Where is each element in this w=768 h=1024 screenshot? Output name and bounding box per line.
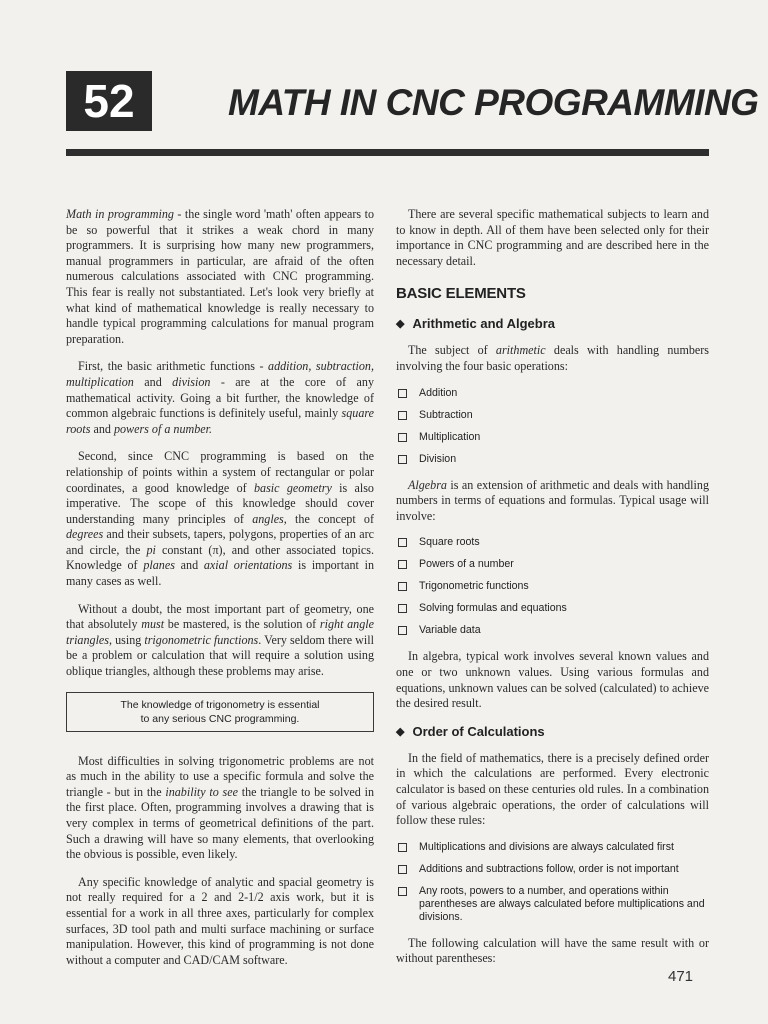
list-item — [396, 453, 709, 466]
emphasis: addition, subtraction, multiplication — [66, 359, 374, 389]
list-item-label: Variable data — [419, 624, 481, 637]
text-run: . Very seldom there will be a problem or calculation that will require a solution using oblique triangles, although these problems may arise. — [66, 632, 374, 679]
text-run: deals with handling numbers involving the four basic operations: — [396, 343, 710, 373]
text-run: the triangle to be solved in the first place. Often, programming involves a drawing that is very complex in terms of geometrical definitions of the part. Such a drawing will have so many elements, that overlooking the obvious is possible, even likely. — [66, 784, 374, 862]
text-run: , the concept of — [283, 511, 375, 526]
emphasis: planes — [143, 558, 175, 573]
text-run: and — [174, 558, 204, 573]
list-item-label: Multiplication — [419, 430, 481, 443]
subheading-label: Arithmetic and Algebra — [412, 316, 556, 332]
text-run: is an extension of arithmetic and deals with handling numbers in terms of equations and formulas. Typical usage will involve: — [396, 477, 709, 523]
list-item-label: Square roots — [419, 536, 480, 549]
subheading-arithmetic — [396, 316, 709, 331]
list-item-label: Multiplications and divisions are always calculated first — [419, 840, 674, 853]
emphasis: axial orientations — [203, 558, 293, 573]
list-item-label: Solving formulas and equations — [419, 602, 567, 615]
list-item — [396, 863, 709, 876]
emphasis: square roots — [66, 406, 374, 436]
text-run: First, the basic arithmetic functions - — [78, 359, 269, 374]
rules-list — [396, 841, 709, 924]
emphasis: inability to see — [165, 784, 238, 799]
checkbox-bullet-icon — [398, 843, 407, 852]
checkbox-bullet-icon — [398, 887, 407, 896]
text-run: Second, since CNC programming is based on the relationship of points within a system of rectangular or polar coordinates, a good knowledge of — [66, 449, 374, 495]
paragraph-algebra-work: In algebra, typical work involves several known values and one or two unknown values. Using various formulas and equations, unknown values can be solved (calculated) to achieve the desired result. — [396, 649, 709, 711]
emphasis: Algebra — [408, 477, 447, 492]
text-run: and their subsets, tapers, polygons, properties of an arc and circle, the — [66, 527, 374, 557]
text-run: is important in many cases as well. — [66, 558, 374, 589]
left-column — [66, 207, 374, 980]
list-item — [396, 536, 709, 549]
emphasis: arithmetic — [495, 343, 546, 358]
list-item-label: Division — [419, 452, 457, 465]
paragraph-arithmetic-def — [396, 343, 709, 374]
text-run: and — [90, 421, 114, 436]
note-line-2: to any serious CNC programming. — [140, 712, 300, 725]
text-run: constant (π), and other associated topics. Knowledge of — [66, 542, 374, 573]
list-item — [396, 409, 709, 422]
subheading-order — [396, 724, 709, 739]
emphasis: angles — [252, 511, 284, 526]
operations-list — [396, 387, 709, 466]
paragraph-geometry — [66, 449, 374, 589]
list-item-label: Subtraction — [419, 408, 473, 421]
checkbox-bullet-icon — [398, 411, 407, 420]
checkbox-bullet-icon — [398, 626, 407, 635]
checkbox-bullet-icon — [398, 538, 407, 547]
diamond-icon: ◆ — [396, 725, 405, 738]
text-run: - are at the core of any mathematical activity. Going a bit further, the knowledge of common algebraic functions is definitely useful, mainly — [66, 374, 374, 421]
list-item — [396, 841, 709, 854]
right-column — [396, 207, 709, 979]
paragraph-difficulties — [66, 754, 374, 863]
checkbox-bullet-icon — [398, 582, 407, 591]
paragraph-triangles — [66, 602, 374, 680]
text-run: The subject of — [408, 343, 496, 358]
text-run: Most difficulties in solving trigonometric problems are not as much in the ability to use a specific formula and solve the triangle - but in the — [66, 753, 374, 799]
text-run: is also imperative. The scope of this knowledge should cover understanding many principles of — [66, 480, 374, 526]
emphasis: Math in programming — [66, 207, 174, 221]
text-run: and — [133, 374, 173, 389]
paragraph-order: In the field of mathematics, there is a precisely defined order in which the calculations are performed. Every electronic calculator is based on these centuries old rules. In a combination of various algebraic operations, the order of calculations will follow these rules: — [396, 750, 709, 828]
paragraph-analytic: Any specific knowledge of analytic and spacial geometry is not really required for a 2 and 2-1/2 axis work, but it is essential for a work in all three axes, particularly for complex surfaces, 3D tool path and multi surface machining or surface manipulation. However, this kind of programming is not done without a computer and CAD/CAM software. — [66, 874, 374, 967]
list-item-label: Powers of a number — [419, 558, 514, 571]
text-run: be mastered, is the solution of — [164, 617, 320, 632]
list-item — [396, 602, 709, 615]
emphasis: basic geometry — [253, 480, 332, 495]
paragraph-example-intro: The following calculation will have the same result with or without parentheses: — [396, 935, 709, 966]
checkbox-bullet-icon — [398, 865, 407, 874]
list-item-label: Additions and subtractions follow, order is not important — [419, 862, 679, 875]
page-number: 471 — [668, 968, 694, 985]
paragraph-arithmetic — [66, 359, 374, 437]
note-box — [66, 692, 374, 732]
checkbox-bullet-icon — [398, 560, 407, 569]
note-line-1: The knowledge of trigonometry is essential — [120, 698, 320, 711]
diamond-icon: ◆ — [396, 318, 405, 331]
list-item — [396, 387, 709, 400]
paragraph-intro — [66, 207, 374, 347]
paragraph-subjects: There are several specific mathematical subjects to learn and to know in depth. All of them have been selected only for their importance in CNC programming and are described here in the necessary detail. — [396, 207, 709, 268]
list-item — [396, 885, 709, 924]
emphasis: trigonometric functions — [144, 632, 259, 647]
list-item — [396, 624, 709, 637]
emphasis: degrees — [66, 527, 104, 542]
chapter-number: 52 — [66, 71, 152, 131]
emphasis: division — [172, 374, 211, 389]
checkbox-bullet-icon — [398, 455, 407, 464]
text-run: Without a doubt, the most important part of geometry, one that absolutely — [66, 601, 374, 632]
checkbox-bullet-icon — [398, 604, 407, 613]
list-item-label: Trigonometric functions — [419, 580, 529, 593]
checkbox-bullet-icon — [398, 389, 407, 398]
list-item — [396, 431, 709, 444]
list-item — [396, 558, 709, 571]
checkbox-bullet-icon — [398, 433, 407, 442]
emphasis: powers of a number. — [113, 421, 213, 436]
list-item-label: Addition — [419, 386, 458, 399]
emphasis: right angle triangles — [66, 617, 374, 647]
list-item — [396, 580, 709, 593]
algebra-list — [396, 536, 709, 637]
chapter-title: MATH IN CNC PROGRAMMING — [228, 82, 759, 123]
text-run: - the single word 'math' often appears to be so powerful that it strikes a weak chord in many programmers. It is surprising how many new programmers, manual programmers in particular, are afraid of the often numerous calculations associated with CNC programming. This fear is really not substantiated. Let's look very briefly at what kind of mathematical knowledge is really necessary to handle typical programming calculations for manual program preparation. — [66, 207, 374, 346]
title-rule — [66, 149, 709, 156]
list-item-label: Any roots, powers to a number, and operations within parentheses are always calculated before multiplications and divisions. — [419, 884, 705, 923]
subheading-label: Order of Calculations — [412, 723, 545, 739]
paragraph-algebra — [396, 478, 709, 525]
text-run: , using — [109, 632, 145, 647]
emphasis: pi — [146, 542, 156, 557]
emphasis: must — [141, 617, 165, 632]
section-heading: BASIC ELEMENTS — [396, 285, 526, 303]
